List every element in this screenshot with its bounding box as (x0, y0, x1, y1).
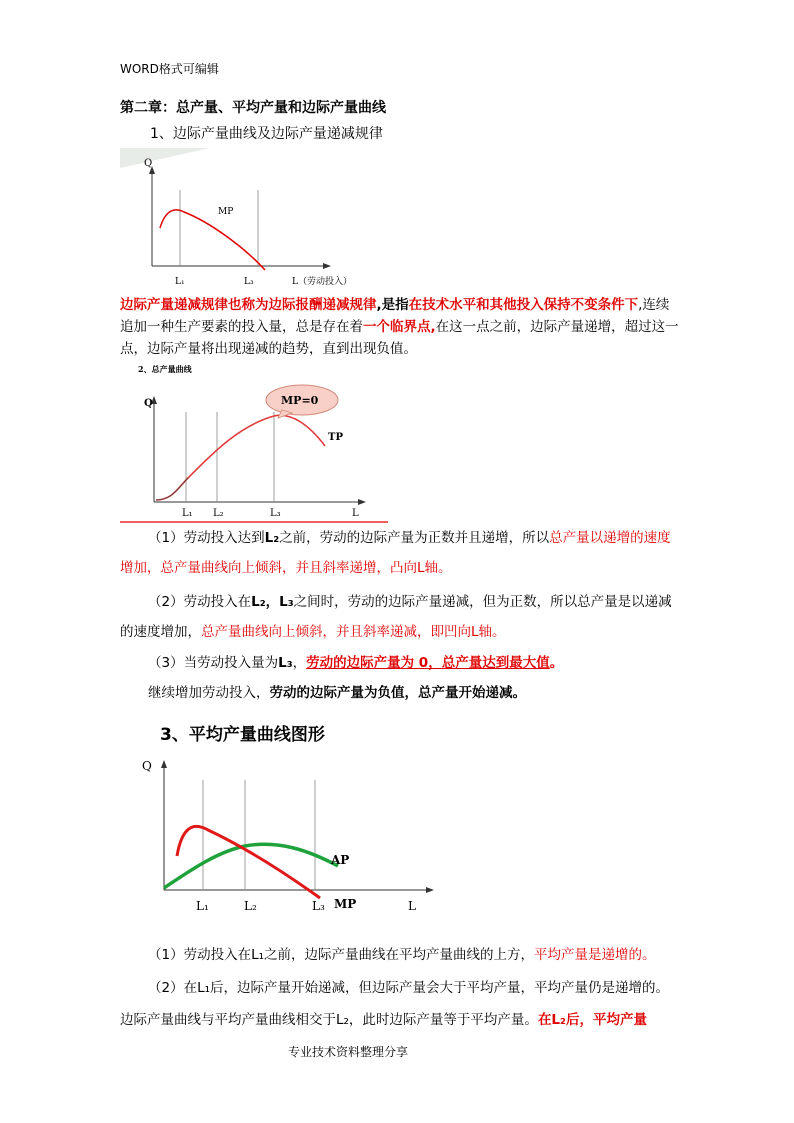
chart2-bubble-label: MP=0 (281, 394, 319, 407)
chart2-tp-label: TP (328, 432, 343, 443)
chart3-tick-l: L (408, 899, 416, 913)
chart2-tick-l1: L₁ (182, 508, 193, 519)
chart1-mp-label: MP (218, 207, 234, 217)
item-2 (120, 587, 680, 647)
item1-text-a: （1）劳动投入达到 (148, 530, 265, 546)
ap-curve (164, 844, 338, 888)
item-5 (120, 940, 680, 970)
mp-curve-chart3 (177, 826, 320, 898)
item3-l3: L₃ (278, 655, 293, 671)
chart2-tick-l3: L₃ (270, 508, 281, 519)
tp-curve (156, 415, 325, 500)
item2-text-a: （2）劳动投入在 (148, 594, 252, 610)
item2-text-c: 之间时，劳动的边际产量递减，但为正数，所以总产量是以递减的速度增加， (120, 594, 672, 640)
tp-curve-start-shadow (156, 478, 188, 500)
item-3 (120, 648, 680, 678)
item-4 (120, 678, 680, 708)
chart3-tick-l2: L₂ (244, 899, 257, 913)
item4-bold-text: 劳动的边际产量为负值，总产量开始递减。 (269, 685, 526, 701)
chapter-title: 第二章：总产量、平均产量和边际产量曲线 (120, 100, 386, 116)
chart1-tick-l: L（劳动投入） (292, 277, 352, 287)
chart3-ap-label: AP (331, 853, 350, 867)
chart2-tick-l2: L₂ (213, 508, 224, 519)
chart1-x-arrow (323, 263, 331, 269)
chart1-corner-shade (120, 148, 210, 168)
item3-text-a: （3）当劳动投入量为 (148, 655, 279, 671)
mp-curve-chart (120, 148, 380, 296)
item2-red-text: 总产量曲线向上倾斜，并且斜率递减，即凹向L轴。 (201, 624, 506, 640)
item1-l2: L₂ (264, 530, 280, 546)
page-footer: 专业技术资料整理分享 (288, 1045, 409, 1059)
chart3-y-label: Q (142, 759, 152, 773)
para1-critical-point: 一个临界点, (363, 319, 436, 335)
chart2-tick-l: L (352, 508, 359, 519)
item-6 (120, 972, 680, 1036)
mp-curve (160, 210, 265, 270)
para1-condition: 在技术水平和其他投入保持不变条件下 (408, 297, 639, 313)
section3-title: 3、平均产量曲线图形 (160, 725, 325, 745)
tp-curve-chart (120, 360, 388, 526)
chart3-tick-l1: L₁ (196, 899, 209, 913)
chart1-y-label: Q (144, 158, 153, 169)
para1-text1: ,连续追加一种生产要素的投入量，总是存在着 (120, 297, 670, 335)
para1-text2: 在这一点之前，边际产量递增，超过这一点，边际产量将出现递减的趋势，直到出现负值。 (120, 319, 679, 357)
chart2-caption: 2、总产量曲线 (138, 364, 192, 374)
chart3-tick-l3: L₃ (312, 899, 325, 913)
diminishing-returns-paragraph (120, 294, 680, 360)
page-header: WORD格式可编辑 (120, 62, 219, 76)
item2-l2-l3: L₂，L₃ (251, 594, 294, 610)
para1-connector: ,是指 (376, 297, 409, 313)
chart3-mp-label: MP (334, 897, 357, 911)
chart1-tick-l1: L₁ (175, 277, 185, 287)
chart3-x-arrow (426, 887, 434, 893)
item6-red-text: 在L₂后，平均产量 (537, 1012, 647, 1028)
item1-red-text: 总产量以递增的速度增加，总产量曲线向上倾斜，并且斜率递增，凸向L轴。 (120, 530, 671, 576)
chart3-y-arrow (161, 760, 167, 768)
section1-title: 1、边际产量曲线及边际产量递减规律 (150, 126, 383, 142)
item5-red-text: 平均产量是递增的。 (534, 947, 656, 963)
item4-text-a: 继续增加劳动投入， (148, 685, 270, 701)
item3-comma: ， (292, 655, 307, 671)
para1-term: 边际产量递减规律也称为边际报酬递减规律 (120, 297, 377, 313)
item6-text-a: （2）在L₁后，边际产量开始递减，但边际产量会大于平均产量，平均产量仍是递增的。边际产量曲线与平均产量曲线相交于L₂，此时边际产量等于平均产量。 (120, 980, 670, 1028)
chart2-x-arrow (358, 499, 366, 505)
item3-period: 。 (549, 655, 564, 671)
item1-text-c: 之前，劳动的边际产量为正数并且递增，所以 (279, 530, 550, 546)
ap-mp-chart (128, 752, 438, 920)
chart1-tick-l3: L₃ (244, 277, 254, 287)
item3-red-text: 劳动的边际产量为 0，总产量达到最大值 (306, 655, 550, 671)
item5-text-a: （1）劳动投入在L₁之前，边际产量曲线在平均产量曲线的上方， (148, 947, 535, 963)
item-1 (120, 523, 680, 583)
chart2-y-label: Q (144, 398, 153, 409)
